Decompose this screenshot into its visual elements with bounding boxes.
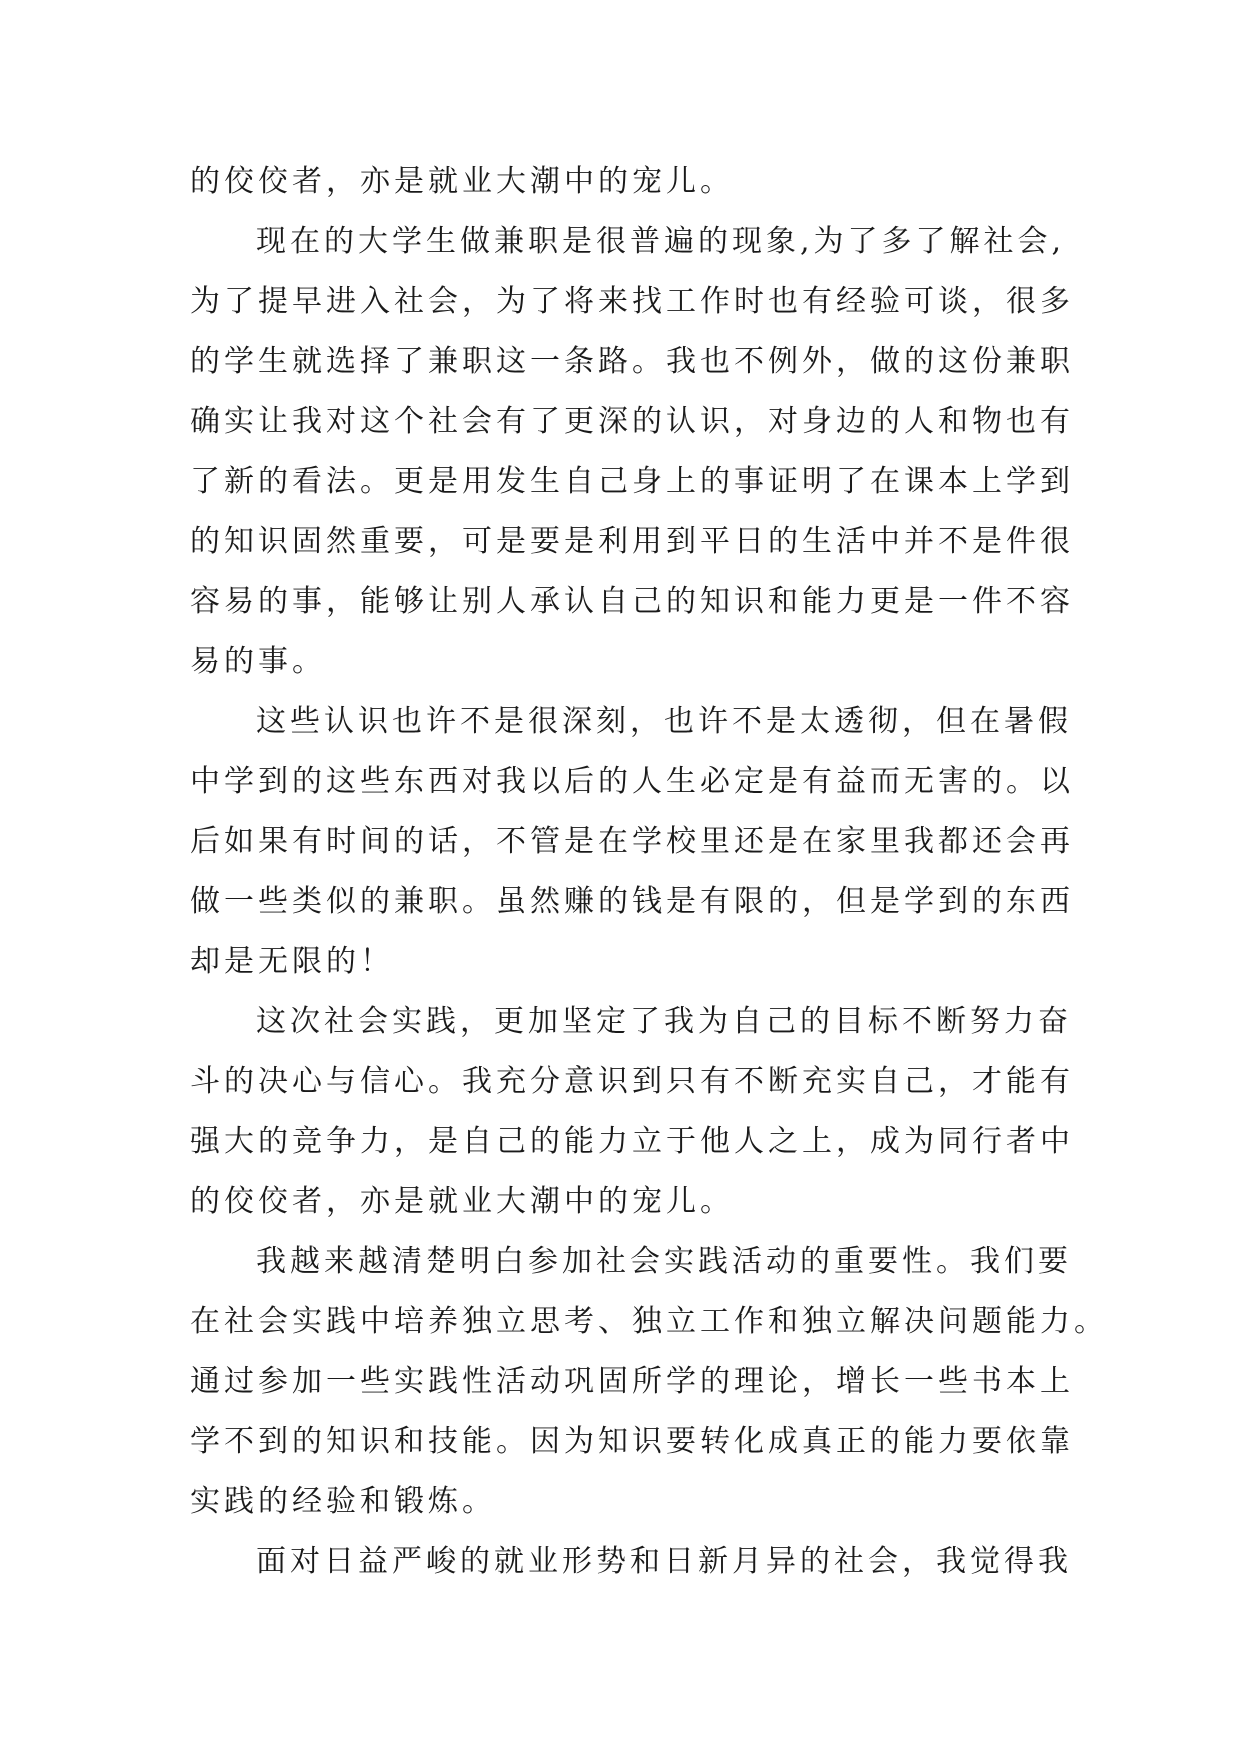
text-line: 斗的决心与信心。我充分意识到只有不断充实自己，才能有 bbox=[190, 1064, 1074, 1099]
text-line: 通过参加一些实践性活动巩固所学的理论，增长一些书本上 bbox=[190, 1364, 1074, 1399]
text-line: 现在的大学生做兼职是很普遍的现象,为了多了解社会, bbox=[256, 224, 1066, 259]
text-line: 实践的经验和锻炼。 bbox=[190, 1484, 496, 1519]
text-line: 学不到的知识和技能。因为知识要转化成真正的能力要依靠 bbox=[190, 1424, 1074, 1459]
text-line: 了新的看法。更是用发生自己身上的事证明了在课本上学到 bbox=[190, 464, 1074, 499]
text-line: 易的事。 bbox=[190, 644, 326, 679]
text-line: 这次社会实践，更加坚定了我为自己的目标不断努力奋 bbox=[256, 1004, 1072, 1039]
text-line: 面对日益严峻的就业形势和日新月异的社会，我觉得我 bbox=[256, 1544, 1072, 1579]
text-line: 却是无限的！ bbox=[190, 944, 394, 979]
text-line: 的佼佼者，亦是就业大潮中的宠儿。 bbox=[190, 1184, 734, 1219]
text-line: 的知识固然重要，可是要是利用到平日的生活中并不是件很 bbox=[190, 524, 1074, 559]
body-text bbox=[190, 152, 1108, 1592]
text-line: 的学生就选择了兼职这一条路。我也不例外，做的这份兼职 bbox=[190, 344, 1074, 379]
text-line: 确实让我对这个社会有了更深的认识，对身边的人和物也有 bbox=[190, 404, 1074, 439]
text-line: 的佼佼者，亦是就业大潮中的宠儿。 bbox=[190, 164, 734, 199]
text-line: 在社会实践中培养独立思考、独立工作和独立解决问题能力。 bbox=[190, 1304, 1108, 1339]
text-line: 这些认识也许不是很深刻，也许不是太透彻，但在暑假 bbox=[256, 704, 1072, 739]
text-line: 做一些类似的兼职。虽然赚的钱是有限的，但是学到的东西 bbox=[190, 884, 1074, 919]
text-line: 中学到的这些东西对我以后的人生必定是有益而无害的。以 bbox=[190, 764, 1074, 799]
text-line: 后如果有时间的话，不管是在学校里还是在家里我都还会再 bbox=[190, 824, 1074, 859]
text-line: 强大的竞争力，是自己的能力立于他人之上，成为同行者中 bbox=[190, 1124, 1074, 1159]
text-line: 我越来越清楚明白参加社会实践活动的重要性。我们要 bbox=[256, 1244, 1072, 1279]
text-line: 为了提早进入社会，为了将来找工作时也有经验可谈，很多 bbox=[190, 284, 1074, 319]
text-line: 容易的事，能够让别人承认自己的知识和能力更是一件不容 bbox=[190, 584, 1074, 619]
